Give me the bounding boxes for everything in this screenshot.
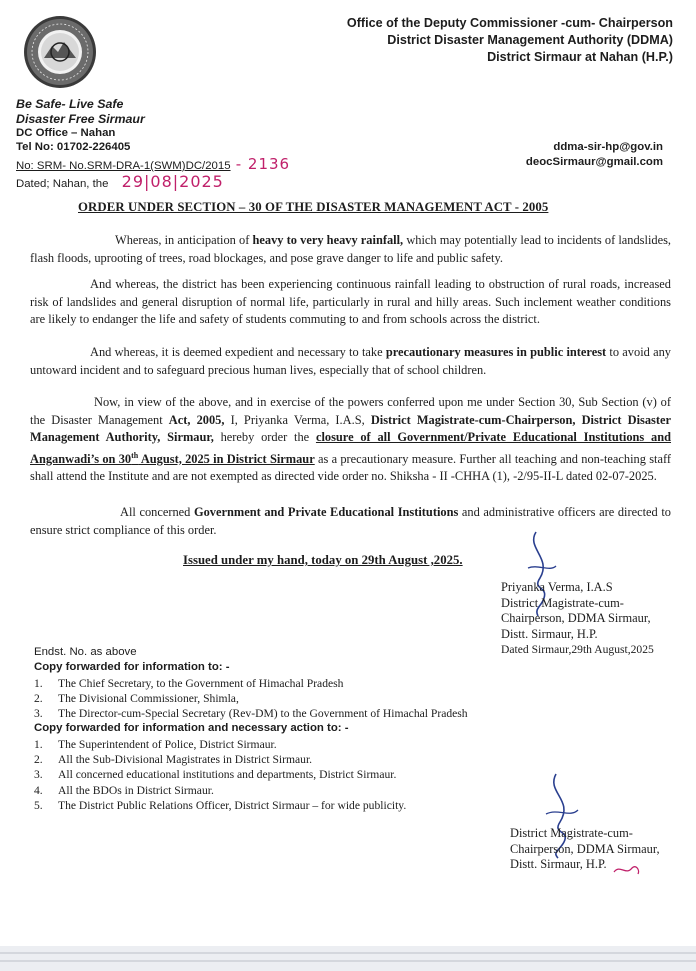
sig1-dated: Dated Sirmaur,29th August,2025: [501, 643, 654, 657]
copy-info-item-1: The Chief Secretary, to the Government of Himachal Pradesh: [58, 677, 344, 690]
signature-block-1: [501, 580, 691, 658]
list-item: 3. The Director-cum-Special Secretary (Rev-DM) to the Government of Himachal Pradesh: [34, 707, 468, 721]
reference-number: [16, 155, 290, 173]
copy-action-item-3: All concerned educational institutions and departments, District Sirmaur.: [58, 768, 397, 782]
tel-number: Tel No: 01702-226405: [16, 141, 131, 153]
sig2-district: Distt. Sirmaur, H.P.: [510, 857, 607, 872]
paragraph-precautionary: [30, 344, 671, 379]
slogan-disaster-free: Disaster Free Sirmaur: [16, 112, 145, 126]
p4-bold-act: Act, 2005,: [168, 412, 225, 427]
list-item: 5. The District Public Relations Officer, District Sirmaur – for wide publicity.: [34, 798, 407, 812]
copy-action-list: [34, 737, 406, 813]
p5-text-a: All concerned: [120, 505, 194, 519]
p5-bold: Government and Private Educational Institutions: [193, 505, 459, 519]
paragraph-compliance: [30, 504, 671, 539]
p3-text-c: to avoid any untoward incident and to safeguard precious human lives, especially that of school children.: [30, 345, 671, 377]
paragraph-rainfall: [30, 232, 671, 267]
order-title: ORDER UNDER SECTION – 30 OF THE DISASTER MANAGEMENT ACT - 2005: [78, 200, 549, 214]
reference-handwritten: - 2136: [235, 155, 291, 173]
office-line-1: Office of the Deputy Commissioner -cum- Chairperson: [346, 16, 673, 30]
p3-text-a: And whereas, it is deemed expedient and necessary to take: [90, 345, 386, 359]
list-item: 1. The Chief Secretary, to the Government of Himachal Pradesh: [34, 677, 344, 690]
endst-number: Endst. No. as above: [34, 646, 137, 658]
copy-info-heading: Copy forwarded for information to: -: [34, 661, 230, 673]
dated-label: Dated; Nahan, the: [16, 178, 109, 190]
copy-info-item-2: The Divisional Commissioner, Shimla,: [58, 692, 239, 706]
sig1-name: Priyanka Verma, I.A.S: [501, 580, 613, 594]
scan-footer-strip: [0, 946, 696, 971]
p4-text-e: hereby order the: [213, 430, 316, 444]
copy-action-item-5: The District Public Relations Officer, District Sirmaur – for wide publicity.: [58, 798, 407, 812]
email-deoc: deocSirmaur@gmail.com: [525, 156, 663, 168]
office-line-3: District Sirmaur at Nahan (H.P.): [487, 50, 673, 64]
p4-text-h: as a precautionary measure. Further all teaching and non-teaching staff shall attend the Institute and are not exempted as directed vide order no. Shiksha - II -CHHA (1), -2/95-II-L dated 02-07-2025.: [30, 451, 671, 484]
paragraph-order: [30, 394, 671, 486]
p1-bold: heavy to very heavy rainfall,: [252, 233, 404, 247]
p1-text-c: which may potentially lead to incidents of landslides, flash floods, uprooting of trees, road blockages, and pose grave danger to life and public safety.: [30, 233, 672, 265]
issued-under-hand: Issued under my hand, today on 29th August ,2025.: [183, 553, 463, 567]
ddma-seal-icon: [22, 14, 98, 90]
p5-text-c: and administrative officers are directed to ensure strict compliance of this order.: [30, 505, 671, 537]
list-item: 4. All the BDOs in District Sirmaur.: [34, 783, 214, 797]
p4-text-a: Now, in view of the above, and in exercise of the powers conferred upon me under Section 30, Sub Section (v) of the Disaster Management: [30, 395, 671, 427]
dated-line: [16, 172, 224, 191]
office-line-2: District Disaster Management Authority (DDMA): [387, 33, 673, 47]
reference-number-text: No: SRM- No.SRM-DRA-1(SWM)DC/2015: [16, 160, 231, 172]
copy-action-item-1: The Superintendent of Police, District Sirmaur.: [58, 738, 277, 751]
p1-text-a: Whereas, in anticipation of: [115, 233, 253, 247]
sig2-chairperson: Chairperson, DDMA Sirmaur,: [510, 841, 660, 856]
pen-flourish-icon: [612, 862, 642, 878]
copy-action-heading: Copy forwarded for information and necessary action to: -: [34, 722, 349, 734]
signature-block-2: [510, 826, 690, 873]
copy-info-list: [34, 676, 468, 722]
copy-action-item-4: All the BDOs in District Sirmaur.: [58, 783, 214, 797]
p4-closure-text: closure of all Government/Private Educational Institutions and Anganwadi’s on 30: [30, 430, 672, 466]
list-item: 2. The Divisional Commissioner, Shimla,: [34, 692, 239, 706]
dc-office: DC Office – Nahan: [16, 127, 116, 139]
ddma-logo: [22, 14, 98, 90]
p4-closure-date: August, 2025 in District Sirmaur: [138, 451, 315, 466]
list-item: 3. All concerned educational institutions and departments, District Sirmaur.: [34, 768, 397, 782]
sig1-chairperson: Chairperson, DDMA Sirmaur,: [501, 611, 651, 626]
sig1-district: Distt. Sirmaur, H.P.: [501, 626, 598, 641]
sig2-designation: District Magistrate-cum-: [510, 826, 633, 840]
list-item: 1. The Superintendent of Police, District Sirmaur.: [34, 738, 277, 751]
p4-closure-sup: th: [131, 450, 139, 460]
p4-text-c: I, Priyanka Verma, I.A.S,: [224, 412, 371, 427]
sig1-designation: District Magistrate-cum-: [501, 595, 624, 610]
paragraph-continuous-rainfall: And whereas, the district has been experiencing continuous rainfall leading to obstruction of rural roads, increased risk of landslides and general disruption of normal life, particularly in rural and hilly areas. Such inclement weather conditions are likely to endanger the life and safety of students commuting to and from schools across the district.: [30, 277, 671, 326]
dated-handwritten: 29|08|2025: [121, 172, 224, 191]
p4-bold-designation: District Magistrate-cum-Chairperson, District Disaster Management Authority, Sirmaur,: [30, 412, 671, 444]
slogan-be-safe: Be Safe- Live Safe: [16, 97, 124, 111]
p3-bold: precautionary measures in public interest: [385, 345, 607, 359]
copy-info-item-3: The Director-cum-Special Secretary (Rev-DM) to the Government of Himachal Pradesh: [58, 707, 468, 721]
list-item: 2. All the Sub-Divisional Magistrates in District Sirmaur.: [34, 753, 313, 767]
copy-action-item-2: All the Sub-Divisional Magistrates in District Sirmaur.: [58, 753, 313, 767]
email-ddma: ddma-sir-hp@gov.in: [553, 141, 663, 153]
